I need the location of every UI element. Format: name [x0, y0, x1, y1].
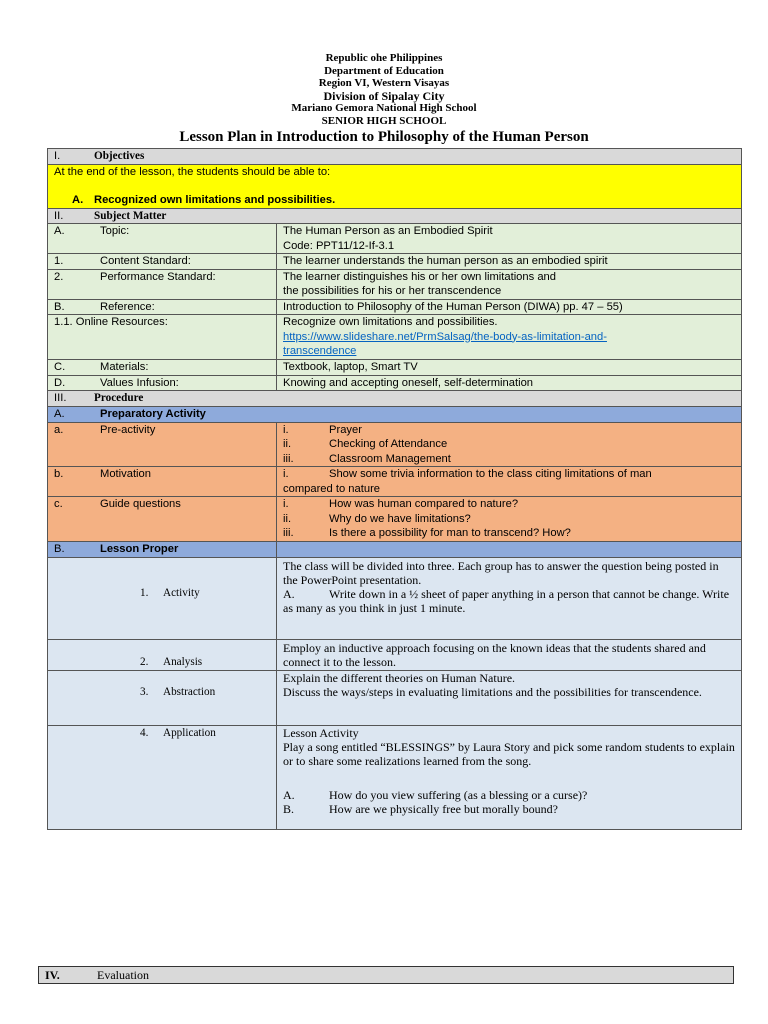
- section-number: II.: [54, 209, 64, 222]
- reference-value: Introduction to Philosophy of the Human Person (DIWA) pp. 47 – 55): [277, 299, 742, 315]
- analysis-row: [48, 639, 742, 670]
- row-label: Lesson Proper: [100, 542, 179, 555]
- objective-letter: A.: [72, 194, 84, 206]
- row-number: b.: [54, 468, 64, 480]
- objectives-intro: At the end of the lesson, the students should be able to:: [54, 165, 331, 178]
- row-label: Guide questions: [100, 498, 181, 510]
- page-title: Lesson Plan in Introduction to Philosophy of the Human Person: [179, 129, 589, 145]
- performance-standard-line1: The learner distinguishes his or her own limitations and: [283, 270, 556, 283]
- objective-text: Recognized own limitations and possibilities.: [94, 194, 336, 206]
- row-label: Preparatory Activity: [100, 407, 206, 420]
- section-number: I.: [54, 150, 61, 162]
- list-text: How do you view suffering (as a blessing or a curse)?: [329, 787, 588, 802]
- procedure-header-row: [48, 391, 742, 407]
- materials-value: Textbook, laptop, Smart TV: [277, 360, 742, 376]
- topic-code: Code: PPT11/12-If-3.1: [283, 239, 395, 252]
- section-title: Objectives: [94, 150, 145, 162]
- section-title: Procedure: [94, 392, 144, 404]
- list-marker: B.: [283, 801, 295, 816]
- list-text: Checking of Attendance: [329, 438, 448, 450]
- header-department: Department of Education: [324, 64, 444, 77]
- header-division: Division of Sipalay City: [323, 88, 445, 103]
- row-label: Topic:: [100, 225, 130, 237]
- guide-questions-row: [48, 497, 742, 542]
- preparatory-activity-row: [48, 406, 742, 422]
- subject-matter-header-row: [48, 208, 742, 224]
- content-standard-value: The learner understands the human person as an embodied spirit: [277, 254, 742, 270]
- performance-standard-line2: the possibilities for his or her transcendence: [283, 285, 502, 297]
- row-number: D.: [54, 376, 66, 389]
- topic-value: The Human Person as an Embodied Spirit: [283, 225, 493, 237]
- activity-instruction: Write down in a ½ sheet of paper anything in a person that cannot be change. Write as many as you think in just 1 minute.: [283, 586, 730, 615]
- list-marker: iii.: [283, 452, 294, 465]
- values-infusion-value: Knowing and accepting oneself, self-determination: [277, 375, 742, 391]
- list-text: Classroom Management: [329, 452, 451, 465]
- abstraction-line1: Explain the different theories on Human Nature.: [283, 670, 516, 685]
- topic-row: [48, 224, 742, 254]
- list-marker: ii.: [283, 512, 292, 525]
- row-label: Content Standard:: [100, 255, 191, 267]
- section-number: IV.: [45, 968, 60, 982]
- content-standard-row: [48, 254, 742, 270]
- list-item: [283, 437, 735, 452]
- values-infusion-row: [48, 375, 742, 391]
- list-text: How are we physically free but morally bound?: [329, 801, 558, 816]
- performance-standard-row: [48, 269, 742, 299]
- header-region: Region VI, Western Visayas: [318, 77, 450, 89]
- phase-label: Analysis: [163, 655, 203, 668]
- row-number: 2.: [54, 270, 64, 283]
- list-marker: i.: [283, 498, 289, 510]
- objectives-header-row: [48, 149, 742, 165]
- online-resources-label: 1.1. Online Resources:: [48, 315, 277, 360]
- activity-description: The class will be divided into three. Each group has to answer the question being posted in the PowerPoint presentation.: [283, 558, 719, 587]
- row-number: A.: [54, 407, 65, 420]
- list-item: [283, 423, 735, 438]
- row-label: Pre-activity: [100, 423, 156, 436]
- abstraction-row: [48, 670, 742, 725]
- row-label: Motivation: [100, 468, 151, 480]
- list-item: [283, 497, 735, 512]
- section-title: Evaluation: [97, 968, 149, 982]
- phase-number: 1.: [140, 586, 149, 599]
- motivation-row: [48, 467, 742, 497]
- phase-number: 2.: [140, 655, 149, 668]
- row-number: c.: [54, 498, 63, 510]
- reference-row: [48, 299, 742, 315]
- lesson-plan-table: [47, 148, 742, 830]
- list-item: [283, 526, 735, 541]
- pre-activity-row: [48, 422, 742, 467]
- list-marker: i.: [283, 423, 289, 436]
- row-number: C.: [54, 361, 66, 373]
- list-item: [283, 788, 735, 802]
- application-row: [48, 725, 742, 829]
- activity-row: [48, 557, 742, 639]
- phase-number: 4.: [140, 726, 149, 739]
- phase-label: Application: [163, 726, 216, 739]
- row-label: Values Infusion:: [100, 376, 179, 389]
- row-number: B.: [54, 542, 65, 555]
- online-resource-link-cont[interactable]: transcendence: [283, 345, 357, 357]
- section-number: III.: [54, 392, 67, 404]
- analysis-description: Employ an inductive approach focusing on the known ideas that the students shared and connect it to the lesson.: [283, 640, 706, 669]
- materials-row: [48, 360, 742, 376]
- section-title: Subject Matter: [94, 209, 167, 222]
- row-number: A.: [54, 225, 65, 237]
- list-item: [283, 512, 735, 527]
- list-marker: i.: [283, 468, 289, 480]
- row-number: a.: [54, 423, 64, 436]
- list-item: [283, 452, 735, 467]
- phase-number: 3.: [140, 685, 149, 698]
- list-marker: iii.: [283, 527, 294, 539]
- online-resources-text: Recognize own limitations and possibilities.: [283, 316, 498, 328]
- row-number: 1.: [54, 255, 64, 267]
- application-title: Lesson Activity: [283, 725, 359, 740]
- list-text: Prayer: [329, 423, 362, 436]
- phase-label: Abstraction: [163, 685, 216, 698]
- abstraction-line2: Discuss the ways/steps in evaluating limitations and the possibilities for transcendence.: [283, 684, 702, 699]
- row-label: Reference:: [100, 300, 155, 313]
- online-resource-link[interactable]: https://www.slideshare.net/PrmSalsag/the-body-as-limitation-and-: [283, 330, 607, 343]
- header-republic: Republic ohe Philippines: [325, 52, 443, 64]
- phase-label: Activity: [163, 586, 200, 599]
- list-marker: A.: [283, 787, 295, 802]
- application-description: Play a song entitled “BLESSINGS” by Laura Story and pick some random students to explain or to share some realizations learned from the song.: [283, 739, 735, 768]
- evaluation-row: [38, 966, 734, 984]
- row-label: Performance Standard:: [100, 270, 216, 283]
- list-text: How was human compared to nature?: [329, 498, 519, 510]
- list-marker: A.: [283, 586, 295, 601]
- list-item: [283, 802, 735, 816]
- row-number: B.: [54, 300, 65, 313]
- motivation-text: Show some trivia information to the class citing limitations of man: [329, 468, 652, 480]
- lesson-proper-row: [48, 541, 742, 557]
- online-resources-row: [48, 315, 742, 360]
- header-school: Mariano Gemora National High School: [291, 102, 477, 114]
- list-text: Is there a possibility for man to transcend? How?: [329, 527, 571, 539]
- objectives-row: [48, 164, 742, 208]
- header-shs: SENIOR HIGH SCHOOL: [321, 114, 447, 127]
- list-text: Why do we have limitations?: [329, 512, 471, 525]
- list-marker: ii.: [283, 438, 292, 450]
- motivation-text-cont: compared to nature: [283, 482, 381, 495]
- row-label: Materials:: [100, 361, 149, 373]
- document-header: [0, 52, 768, 146]
